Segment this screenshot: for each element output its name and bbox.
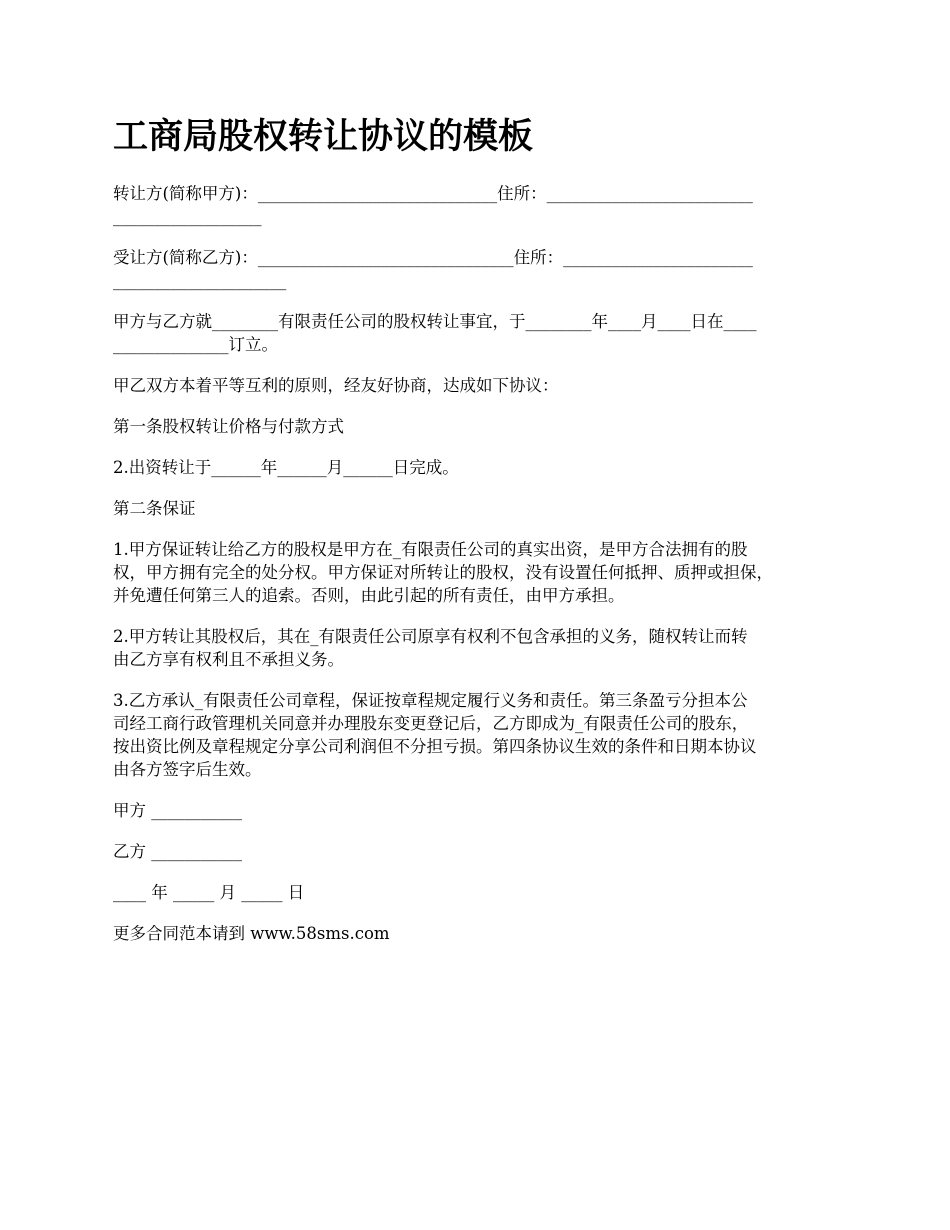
article-2-clause-2: 2.甲方转让其股权后，其在_有限责任公司原享有权利不包含承担的义务，随权转让而转 由乙方享有权利且不承担义务。 bbox=[113, 627, 748, 669]
footer-note: 更多合同范本请到 www.58sms.com bbox=[113, 924, 390, 943]
article-2-clause-1: 1.甲方保证转让给乙方的股权是甲方在_有限责任公司的真实出资，是甲方合法拥有的股 权，甲方拥有完全的处分权。甲方保证对所转让的股权，没有设置任何抵押、质押或担保， 并免遭任何第三人的追索。否则，由此引起的所有责任，由甲方承担。 bbox=[113, 540, 773, 605]
party-a-signature: 甲方 ___________ bbox=[113, 801, 242, 820]
party-b-signature: 乙方 ___________ bbox=[113, 842, 242, 861]
article-1-clause-2: 2.出资转让于______年______月______日完成。 bbox=[113, 458, 459, 477]
transferor-line: 转让方(简称甲方)：_____________________________住所：_________________________ __________________ bbox=[113, 184, 753, 226]
principle-statement: 甲乙双方本着平等互利的原则，经友好协商，达成如下协议： bbox=[113, 376, 559, 395]
article-2-heading: 第二条保证 bbox=[113, 499, 196, 518]
article-2-clause-3: 3.乙方承认_有限责任公司章程，保证按章程规定履行义务和责任。第三条盈亏分担本公 司经工商行政管理机关同意并办理股东变更登记后，乙方即成为_有限责任公司的股东， 按出资比例及章程规定分享公司利润但不分担亏损。第四条协议生效的条件和日期本协议 由各方签字后生效。 bbox=[113, 691, 757, 779]
document-page bbox=[113, 108, 853, 963]
article-1-heading: 第一条股权转让价格与付款方式 bbox=[113, 417, 344, 436]
document-title: 工商局股权转让协议的模板 bbox=[113, 117, 534, 157]
signing-date: ____ 年 _____ 月 _____ 日 bbox=[113, 883, 305, 902]
agreement-intro: 甲方与乙方就________有限责任公司的股权转让事宜，于________年____月____日在____ ______________订立。 bbox=[113, 312, 757, 354]
transferee-line: 受让方(简称乙方)：_______________________________住所：_______________________ _____________________ bbox=[113, 248, 753, 290]
